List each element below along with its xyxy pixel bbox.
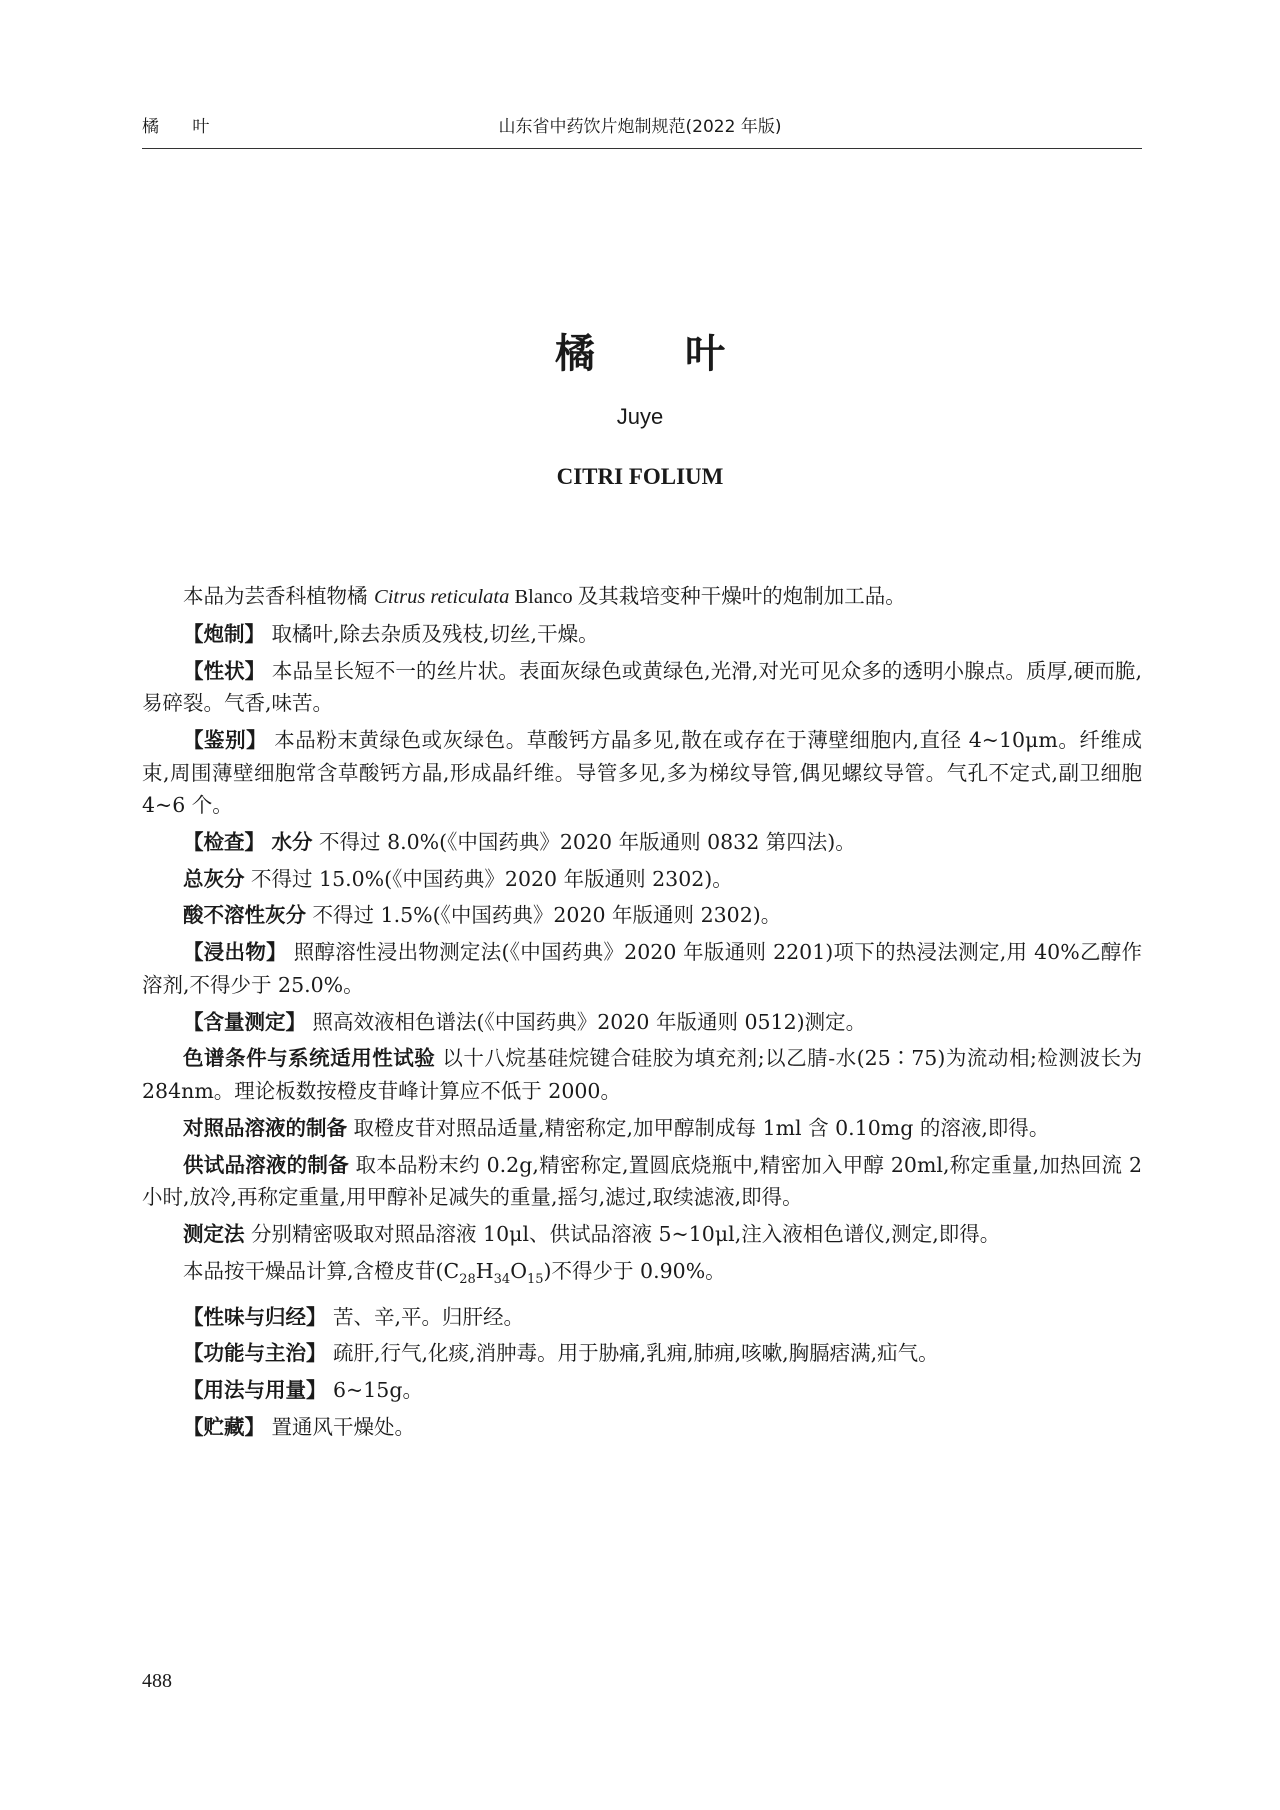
- method-text: 分别精密吸取对照品溶液 10μl、供试品溶液 5~10μl,注入液相色谱仪,测定,即得。: [244, 1221, 1001, 1246]
- water-text: 不得过 8.0%(《中国药典》2020 年版通则 0832 第四法)。: [312, 829, 856, 854]
- formula-h-subscript: 34: [493, 1271, 511, 1287]
- content-limit-paragraph: [142, 1255, 1142, 1297]
- total-ash-label: 总灰分: [183, 866, 245, 891]
- usage-tag: 【用法与用量】: [183, 1378, 327, 1403]
- function-text: 疏肝,行气,化痰,消肿毒。用于胁痛,乳痈,肺痈,咳嗽,胸膈痞满,疝气。: [326, 1341, 939, 1366]
- pinyin-name: Juye: [616, 404, 664, 429]
- usage-text: 6~15g。: [326, 1378, 423, 1403]
- processing-text: 取橘叶,除去杂质及残枝,切丝,干燥。: [265, 621, 599, 646]
- test-solution-paragraph: [142, 1149, 1142, 1214]
- usage-paragraph: [142, 1374, 1142, 1407]
- reference-solution-label: 对照品溶液的制备: [183, 1115, 347, 1140]
- species-name: Citrus reticulata: [374, 586, 510, 608]
- formula-o-symbol: O: [510, 1258, 527, 1283]
- storage-paragraph: [142, 1411, 1142, 1444]
- inspection-tag: 【检查】: [183, 829, 265, 854]
- intro-pre: 本品为芸香科植物橘: [183, 584, 375, 608]
- assay-text: 照高效液相色谱法(《中国药典》2020 年版通则 0512)测定。: [306, 1009, 867, 1034]
- character-paragraph: [142, 655, 1142, 720]
- storage-tag: 【贮藏】: [183, 1414, 265, 1439]
- page-title: 橘 叶: [555, 331, 763, 377]
- method-paragraph: [142, 1218, 1142, 1251]
- water-label: 水分: [271, 829, 313, 854]
- assay-tag: 【含量测定】: [183, 1009, 306, 1034]
- reference-solution-text: 取橙皮苷对照品适量,精密称定,加甲醇制成每 1ml 含 0.10mg 的溶液,即得。: [347, 1115, 1050, 1140]
- page-number: 488: [142, 1670, 172, 1692]
- chromatography-paragraph: [142, 1042, 1142, 1107]
- character-tag: 【性状】: [183, 658, 266, 683]
- function-tag: 【功能与主治】: [183, 1341, 327, 1366]
- processing-paragraph: [142, 618, 1142, 651]
- storage-text: 置通风干燥处。: [265, 1414, 416, 1439]
- method-label: 测定法: [183, 1221, 245, 1246]
- intro-post: Blanco 及其栽培变种干燥叶的炮制加工品。: [509, 586, 906, 608]
- nature-tag: 【性味与归经】: [183, 1304, 327, 1329]
- chromatography-text: 以十八烷基硅烷键合硅胶为填充剂;以乙腈-水(25∶75)为流动相;检测波长为 284nm。理论板数按橙皮苷峰计算应不低于 2000。: [142, 1046, 1143, 1103]
- acid-ash-text: 不得过 1.5%(《中国药典》2020 年版通则 2302)。: [306, 903, 782, 928]
- identification-paragraph: [142, 724, 1142, 822]
- formula-h-symbol: H: [475, 1258, 494, 1283]
- acid-ash-paragraph: [142, 899, 1142, 932]
- formula-c-subscript: 28: [459, 1271, 476, 1287]
- test-solution-text: 取本品粉末约 0.2g,精密称定,置圆底烧瓶中,精密加入甲醇 20ml,称定重量,加热回流 2 小时,放冷,再称定重量,用甲醇补足减失的重量,摇匀,滤过,取续滤液,即得。: [142, 1152, 1143, 1210]
- formula-o-subscript: 15: [527, 1271, 544, 1287]
- identification-tag: 【鉴别】: [183, 727, 268, 752]
- processing-tag: 【炮制】: [183, 621, 265, 646]
- test-solution-label: 供试品溶液的制备: [183, 1152, 349, 1177]
- total-ash-paragraph: [142, 863, 1142, 896]
- nature-text: 苦、辛,平。归肝经。: [326, 1304, 525, 1329]
- assay-paragraph: [142, 1006, 1142, 1039]
- total-ash-text: 不得过 15.0%(《中国药典》2020 年版通则 2302)。: [244, 866, 733, 891]
- extract-paragraph: [142, 936, 1142, 1001]
- extract-text: 照醇溶性浸出物测定法(《中国药典》2020 年版通则 2201)项下的热浸法测定,用 40%乙醇作溶剂,不得少于 25.0%。: [142, 940, 1143, 997]
- header-divider: [142, 148, 1142, 149]
- extract-tag: 【浸出物】: [183, 940, 287, 965]
- content-limit-post: )不得少于 0.90%。: [543, 1258, 726, 1283]
- chromatography-label: 色谱条件与系统适用性试验: [183, 1046, 436, 1071]
- character-text: 本品呈长短不一的丝片状。表面灰绿色或黄绿色,光滑,对光可见众多的透明小腺点。质厚,硬而脆,易碎裂。气香,味苦。: [142, 658, 1142, 716]
- intro-paragraph: [142, 580, 1142, 614]
- function-paragraph: [142, 1337, 1142, 1370]
- nature-paragraph: [142, 1301, 1142, 1334]
- running-header-book-title: 山东省中药饮片炮制规范(2022 年版): [498, 117, 782, 137]
- inspection-paragraph: [142, 826, 1142, 859]
- reference-solution-paragraph: [142, 1112, 1142, 1145]
- acid-ash-label: 酸不溶性灰分: [183, 903, 306, 928]
- content-limit-pre: 本品按干燥品计算,含橙皮苷(C: [183, 1258, 460, 1283]
- monograph-body: [142, 580, 1142, 1448]
- latin-name: CITRI FOLIUM: [556, 464, 724, 489]
- running-header-title: 橘 叶: [142, 117, 224, 137]
- identification-text: 本品粉末黄绿色或灰绿色。草酸钙方晶多见,散在或存在于薄壁细胞内,直径 4~10μm。纤维成束,周围薄壁细胞常含草酸钙方晶,形成晶纤维。导管多见,多为梯纹导管,偶见螺纹导管。气孔不定式,副卫细胞 4~6 个。: [142, 727, 1142, 818]
